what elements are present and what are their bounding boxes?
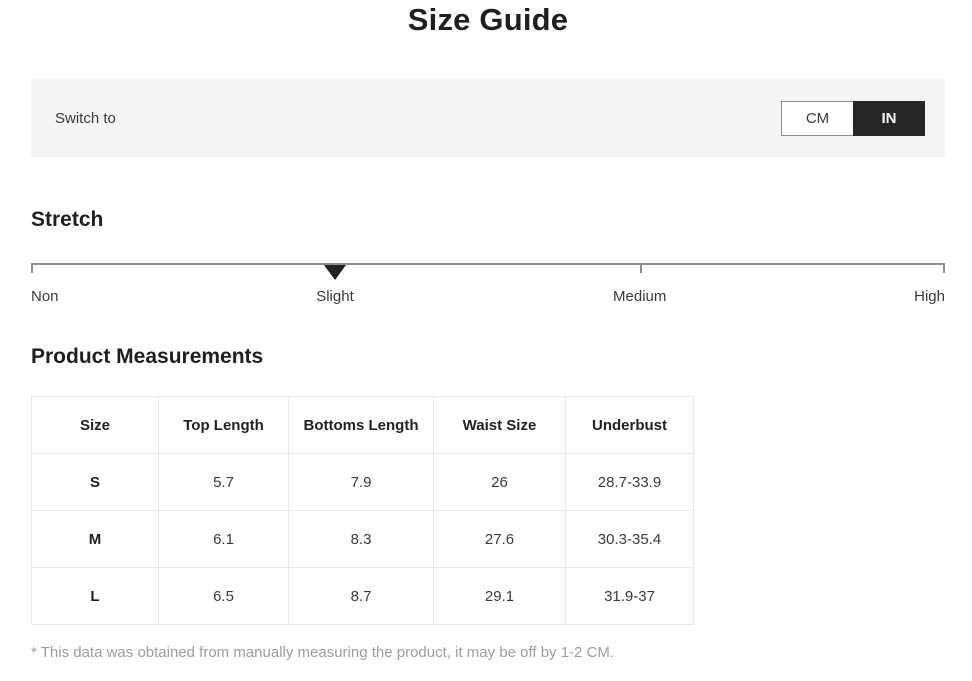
cell-waist-size: 27.6 bbox=[434, 511, 566, 568]
cell-bottoms-length: 7.9 bbox=[289, 454, 434, 511]
cell-top-length: 6.5 bbox=[159, 568, 289, 625]
stretch-label-non: Non bbox=[31, 288, 59, 305]
stretch-scale bbox=[31, 263, 945, 309]
switch-to-label: Switch to bbox=[55, 109, 116, 127]
cell-underbust: 30.3-35.4 bbox=[566, 511, 694, 568]
column-header-bottoms-length: Bottoms Length bbox=[289, 397, 434, 454]
cell-bottoms-length: 8.3 bbox=[289, 511, 434, 568]
measurements-table bbox=[31, 396, 694, 625]
cell-size-s: S bbox=[32, 454, 159, 511]
stretch-tick-medium bbox=[640, 265, 642, 273]
table-row bbox=[32, 568, 694, 625]
cm-button[interactable]: CM bbox=[781, 101, 853, 136]
cell-size-l: L bbox=[32, 568, 159, 625]
stretch-heading: Stretch bbox=[31, 208, 104, 231]
column-header-size: Size bbox=[32, 397, 159, 454]
product-measurements-heading: Product Measurements bbox=[31, 345, 264, 368]
stretch-label-high: High bbox=[914, 288, 945, 305]
column-header-waist-size: Waist Size bbox=[434, 397, 566, 454]
stretch-label-slight: Slight bbox=[316, 288, 354, 305]
page-title: Size Guide bbox=[407, 2, 569, 37]
stretch-scale-line bbox=[31, 263, 945, 265]
cell-underbust: 28.7-33.9 bbox=[566, 454, 694, 511]
cell-waist-size: 29.1 bbox=[434, 568, 566, 625]
table-row bbox=[32, 454, 694, 511]
column-header-underbust: Underbust bbox=[566, 397, 694, 454]
measurement-disclaimer: * This data was obtained from manually measuring the product, it may be off by 1-2 CM. bbox=[31, 644, 615, 661]
stretch-tick-high bbox=[943, 265, 945, 273]
stretch-label-medium: Medium bbox=[613, 288, 667, 305]
cell-top-length: 5.7 bbox=[159, 454, 289, 511]
cell-waist-size: 26 bbox=[434, 454, 566, 511]
in-button[interactable]: IN bbox=[853, 101, 925, 136]
cell-size-m: M bbox=[32, 511, 159, 568]
stretch-marker-triangle-icon bbox=[324, 265, 346, 280]
unit-toggle bbox=[781, 101, 925, 136]
stretch-tick-non bbox=[31, 265, 33, 273]
cell-bottoms-length: 8.7 bbox=[289, 568, 434, 625]
table-header-row bbox=[32, 397, 694, 454]
unit-switch-bar bbox=[31, 79, 945, 157]
cell-underbust: 31.9-37 bbox=[566, 568, 694, 625]
column-header-top-length: Top Length bbox=[159, 397, 289, 454]
cell-top-length: 6.1 bbox=[159, 511, 289, 568]
table-row bbox=[32, 511, 694, 568]
